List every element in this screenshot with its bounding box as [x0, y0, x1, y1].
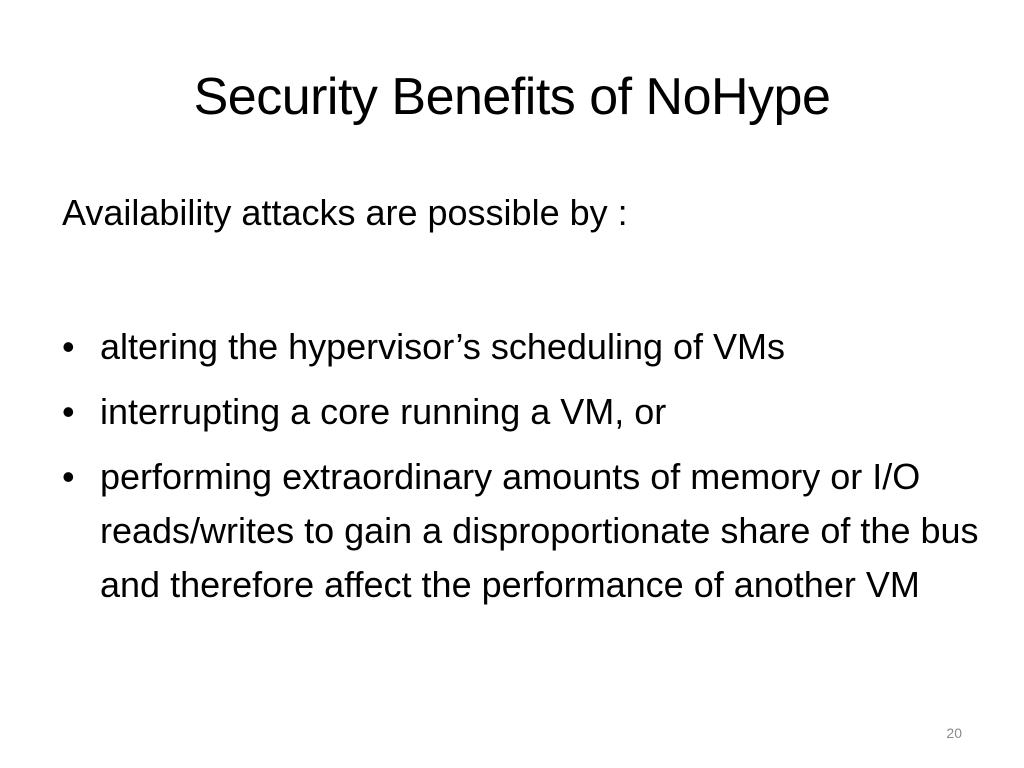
bullet-text: performing extraordinary amounts of memory or I/O reads/writes to gain a disproportionate share of the bus and therefore affect the performance of another VM [100, 456, 979, 605]
bullet-text: interrupting a core running a VM, or [100, 391, 667, 432]
bullet-text: altering the hypervisor’s scheduling of VMs [100, 326, 786, 367]
intro-text: Availability attacks are possible by : [62, 192, 628, 233]
bullet-dot-icon: • [62, 456, 75, 497]
slide-title: Security Benefits of NoHype [193, 68, 831, 126]
bullet-dot-icon: • [62, 326, 75, 367]
bullet-item-scheduling [62, 320, 982, 374]
page-number: 20 [946, 725, 962, 741]
bullet-list [62, 320, 982, 623]
bullet-item-memory-io [62, 450, 982, 612]
bullet-dot-icon: • [62, 391, 75, 432]
bullet-item-interrupting [62, 385, 982, 439]
